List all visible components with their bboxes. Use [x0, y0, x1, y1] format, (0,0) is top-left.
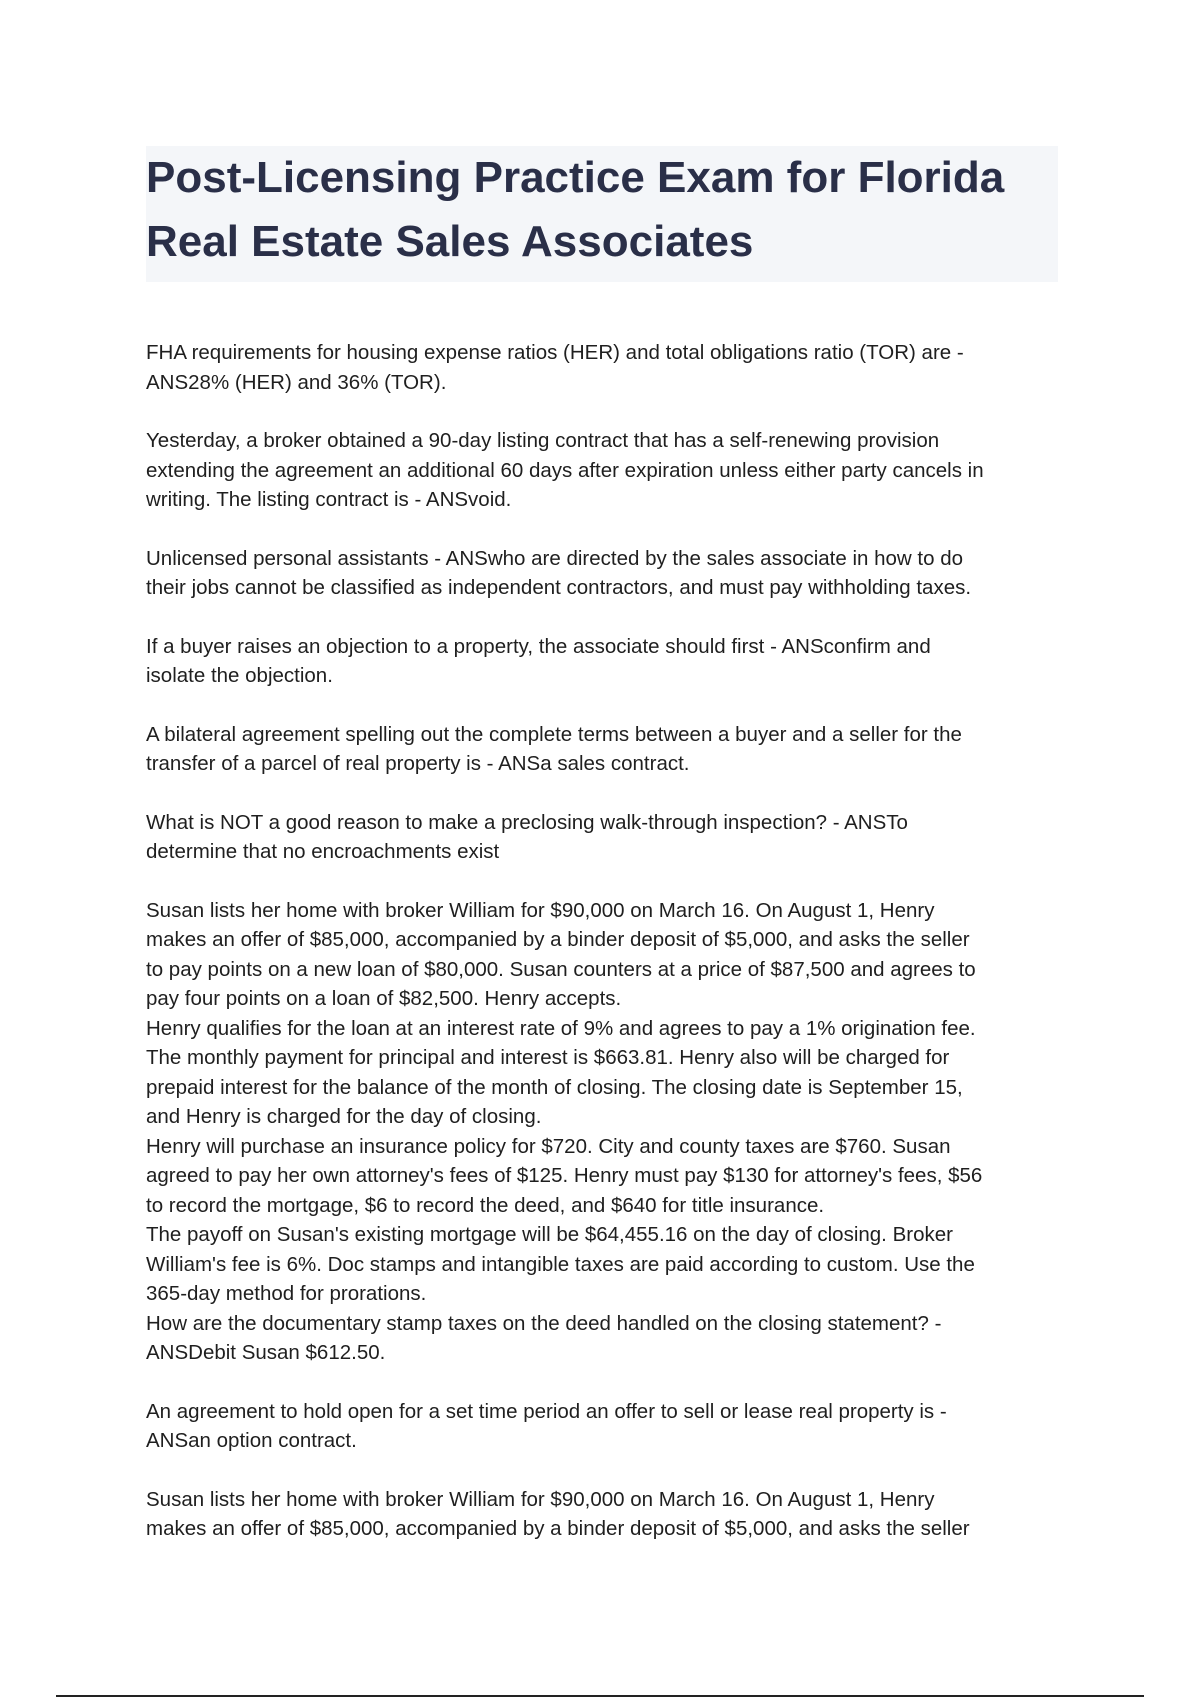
page-bottom-divider [56, 1695, 1144, 1697]
qa-entry [146, 896, 1066, 1368]
text-line: A bilateral agreement spelling out the complete terms between a buyer and a seller for the [146, 722, 962, 746]
text-line: writing. The listing contract is - ANSvoid. [146, 488, 512, 511]
text-line: The monthly payment for principal and interest is $663.81. Henry also will be charged for [146, 1046, 950, 1069]
qa-entry [146, 632, 1066, 691]
qa-entry [146, 1397, 1066, 1456]
text-line: agreed to pay her own attorney's fees of $125. Henry must pay $130 for attorney's fees, $56 [146, 1164, 983, 1187]
text-line: 365-day method for prorations. [146, 1282, 427, 1305]
text-line: Yesterday, a broker obtained a 90-day listing contract that has a self-renewing provision [146, 429, 940, 452]
text-line: FHA requirements for housing expense ratios (HER) and total obligations ratio (TOR) are - [146, 341, 964, 364]
title-banner [146, 146, 1058, 282]
qa-entry [146, 808, 1066, 867]
qa-entry [146, 426, 1066, 515]
text-line: ANSan option contract. [146, 1429, 357, 1452]
text-line: An agreement to hold open for a set time period an offer to sell or lease real property is - [146, 1399, 947, 1423]
qa-entry [146, 544, 1066, 603]
qa-entry [146, 720, 1066, 779]
text-line: pay four points on a loan of $82,500. Henry accepts. [146, 987, 622, 1010]
title-line: Post-Licensing Practice Exam for Florida [146, 153, 1005, 202]
text-line: The payoff on Susan's existing mortgage will be $64,455.16 on the day of closing. Broker [146, 1223, 953, 1246]
text-line: makes an offer of $85,000, accompanied by a binder deposit of $5,000, and asks the seller [146, 1517, 970, 1540]
text-line: prepaid interest for the balance of the month of closing. The closing date is September 15, [146, 1075, 963, 1099]
title-line: Real Estate Sales Associates [146, 217, 754, 266]
text-line: their jobs cannot be classified as independent contractors, and must pay withholding taxes. [146, 576, 972, 599]
text-line: If a buyer raises an objection to a property, the associate should first - ANSconfirm and [146, 634, 931, 658]
text-line: Henry will purchase an insurance policy for $720. City and county taxes are $760. Susan [146, 1134, 951, 1158]
text-line: and Henry is charged for the day of closing. [146, 1105, 542, 1128]
text-line: How are the documentary stamp taxes on the deed handled on the closing statement? - [146, 1311, 942, 1335]
text-line: What is NOT a good reason to make a preclosing walk-through inspection? - ANSTo [146, 810, 908, 834]
page-title [146, 146, 1058, 274]
text-line: William's fee is 6%. Doc stamps and intangible taxes are paid according to custom. Use the [146, 1252, 975, 1276]
text-line: Susan lists her home with broker William for $90,000 on March 16. On August 1, Henry [146, 1487, 935, 1511]
text-line: Henry qualifies for the loan at an interest rate of 9% and agrees to pay a 1% origination fee. [146, 1016, 976, 1040]
text-line: transfer of a parcel of real property is - ANSa sales contract. [146, 752, 690, 775]
text-line: isolate the objection. [146, 664, 333, 687]
qa-entry [146, 1485, 1066, 1544]
qa-entry [146, 338, 1066, 397]
text-line: ANS28% (HER) and 36% (TOR). [146, 370, 447, 394]
text-line: extending the agreement an additional 60 days after expiration unless either party cancels in [146, 458, 984, 482]
text-line: makes an offer of $85,000, accompanied by a binder deposit of $5,000, and asks the seller [146, 928, 970, 951]
text-line: to pay points on a new loan of $80,000. Susan counters at a price of $87,500 and agrees to [146, 957, 976, 981]
text-line: Susan lists her home with broker William for $90,000 on March 16. On August 1, Henry [146, 898, 935, 922]
text-line: Unlicensed personal assistants - ANSwho are directed by the sales associate in how to do [146, 546, 964, 570]
qa-list [146, 338, 1066, 1573]
text-line: to record the mortgage, $6 to record the deed, and $640 for title insurance. [146, 1193, 825, 1217]
text-line: ANSDebit Susan $612.50. [146, 1341, 386, 1364]
text-line: determine that no encroachments exist [146, 840, 500, 863]
